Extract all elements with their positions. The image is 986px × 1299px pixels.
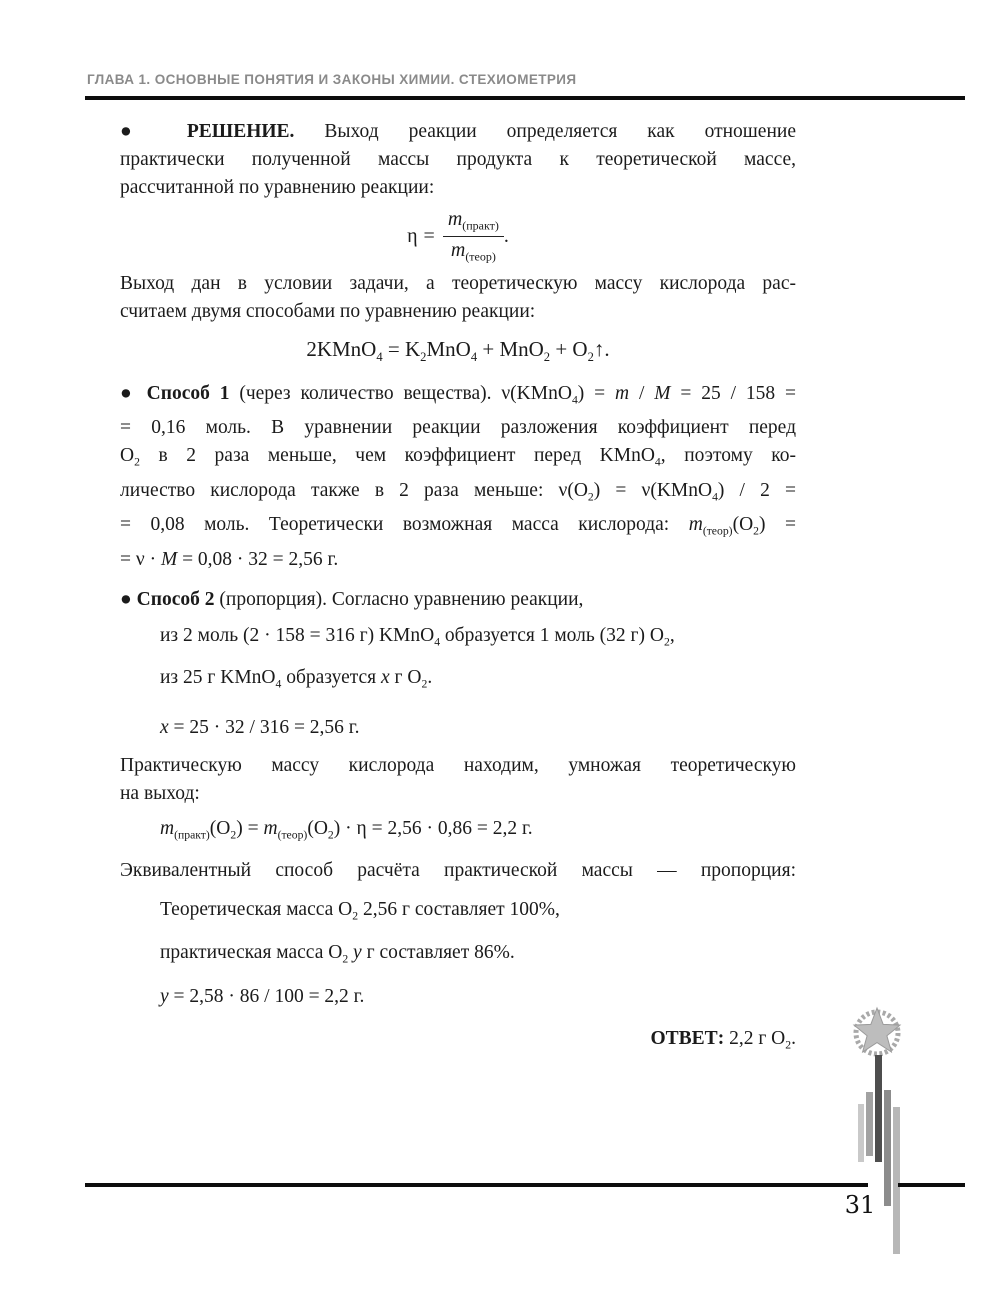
fraction <box>443 208 504 264</box>
text-line: $O_2$ в 2 раза меньше, чем коэффициент перед KMnO$_4$, поэтому ко- <box>120 445 796 469</box>
text-line: = 0,16 моль. В уравнении реакции разложения коэффициент перед <box>120 417 796 439</box>
decor-bar <box>866 1092 873 1156</box>
footer-rule <box>85 1183 868 1187</box>
paragraph-practical-mass <box>120 752 796 808</box>
text-line: личество кислорода также в 2 раза меньше: $\nu(O_2)$ = ν(KMnO$_4$) / 2 = <box>120 479 796 504</box>
text-line: Практическую массу кислорода находим, умножая теоретическую <box>120 755 796 777</box>
answer-line: ОТВЕТ: 2,2 г $O_2$. <box>650 1027 796 1052</box>
text-line: практически полученной массы продукта к теоретической массе, <box>120 149 796 170</box>
text-line: = 0,08 моль. Теоретически возможная масса кислорода: $m_{(теор)}(O_2)$ = <box>120 514 796 538</box>
equals-sign: = <box>423 225 435 247</box>
chapter-header: ГЛАВА 1. ОСНОВНЫЕ ПОНЯТИЯ И ЗАКОНЫ ХИМИИ. СТЕХИОМЕТРИЯ <box>87 72 577 87</box>
reaction-equation: 2KMnO$_4$ = $K_2MnO_4 + MnO_2$ + $O_2↑$. <box>306 337 610 364</box>
formula-period: . <box>503 225 509 247</box>
proportion-line: Теоретическая масса $O_2$ 2,56 г составляет 100%, <box>160 898 560 923</box>
paragraph-method2-heading: ● Способ 2 (пропорция). Согласно уравнению реакции, <box>120 588 584 610</box>
text-line: = ν · M = 0,08 · 32 = 2,56 г. <box>120 548 339 570</box>
x-equation-line: x = 25 · 32 / 316 = 2,56 г. <box>160 717 360 739</box>
header-rule <box>85 96 965 100</box>
proportion-statement-line: из 25 г KMnO$_4$ образуется x г $O_2$. <box>160 666 433 691</box>
solution-section <box>120 118 796 1060</box>
text-line: ● Способ 1 (через количество вещества). ν(KMnO$_4$) = m / M = 25 / 158 = <box>120 382 796 407</box>
page-number: 31 <box>844 1191 876 1219</box>
paragraph-method1 <box>120 380 796 574</box>
text-line: считаем двумя способами по уравнению реакции: <box>120 301 536 322</box>
decor-bar <box>884 1090 891 1206</box>
mpract-equation-line: $m_{(практ)}(O_2) = m_{(теор)}(O_2) \cdot \eta = 2,56 \cdot 0,86 = 2,2$ г. <box>160 818 533 842</box>
decor-bar <box>858 1104 864 1162</box>
text-line: рассчитанной по уравнению реакции: <box>120 177 435 198</box>
text-line: ● РЕШЕНИЕ. Выход реакции определяется как отношение <box>120 121 796 142</box>
eta-symbol: η <box>407 225 418 247</box>
fraction-numerator: $m_{(практ)}$ <box>443 208 504 236</box>
decor-bar <box>893 1107 900 1254</box>
paragraph-equivalent: Эквивалентный способ расчёта практической массы — пропорция: <box>120 859 796 881</box>
eta-formula <box>120 208 796 264</box>
text-line: на выход: <box>120 783 200 805</box>
decor-bar <box>875 1055 882 1162</box>
text-line: Выход дан в условии задачи, а теоретическую массу кислорода рас- <box>120 273 796 294</box>
footer-rule <box>898 1183 965 1187</box>
fraction-denominator: $m_{(теор)}$ <box>450 238 496 264</box>
proportion-line: практическая масса $O_2$ y г составляет 86%. <box>160 942 515 966</box>
proportion-line: y = 2,58 · 86 / 100 = 2,2 г. <box>160 985 365 1007</box>
proportion-statement-line: из 2 моль (2 · 158 = 316 г) KMnO$_4$ образуется 1 моль (32 г) $O_2$, <box>160 624 675 648</box>
